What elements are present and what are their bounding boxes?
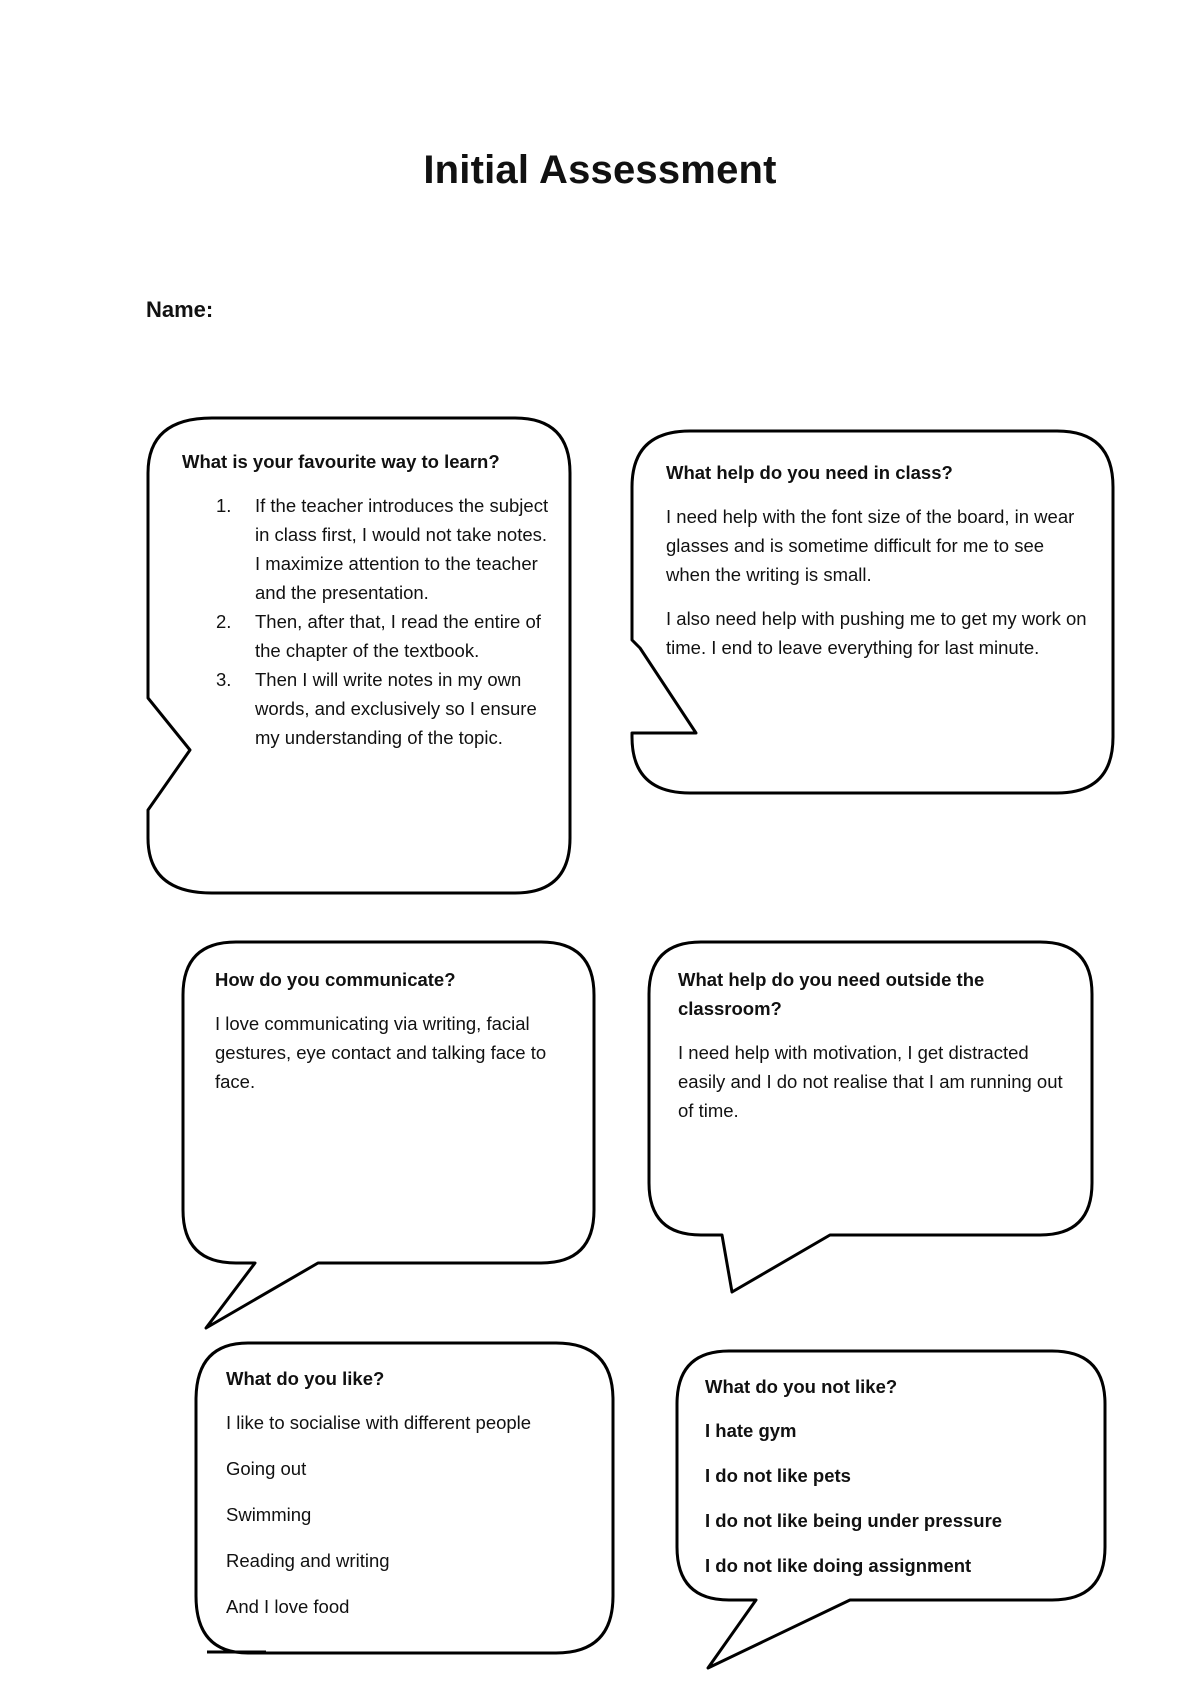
bubble-help-in-class (666, 458, 1091, 677)
question-favourite-way-to-learn: What is your favourite way to learn? (182, 451, 500, 472)
list-item: 1. If the teacher introduces the subject in class first, I would not take notes. I maximize attention to the teacher and the presentation. (216, 495, 549, 603)
answer-paragraph: I need help with motivation, I get distracted easily and I do not realise that I am running out of time. (678, 1042, 1063, 1121)
bubble-likes (226, 1364, 606, 1638)
bubble-favourite-way-to-learn (182, 447, 552, 752)
list-item: I do not like pets (705, 1465, 851, 1486)
name-label: Name: (146, 297, 214, 322)
list-item: I hate gym (705, 1420, 797, 1441)
list-item: Reading and writing (226, 1550, 390, 1571)
question-likes: What do you like? (226, 1368, 385, 1389)
learning-steps-list (182, 491, 552, 752)
list-item: I do not like doing assignment (705, 1555, 972, 1576)
list-item: 2. Then, after that, I read the entire of the chapter of the textbook. (216, 611, 541, 661)
bubble-help-outside-classroom (678, 965, 1078, 1140)
bubble-how-communicate (215, 965, 575, 1111)
question-help-outside-classroom: What help do you need outside the classroom? (678, 969, 985, 1019)
list-item: And I love food (226, 1596, 350, 1617)
question-help-in-class: What help do you need in class? (666, 462, 953, 483)
answer-paragraph: I also need help with pushing me to get my work on time. I end to leave everything for last minute. (666, 608, 1087, 658)
question-dislikes: What do you not like? (705, 1376, 898, 1397)
bubble-dislikes (705, 1372, 1095, 1596)
list-item: Swimming (226, 1504, 312, 1525)
page-title: Initial Assessment (423, 148, 777, 192)
list-item: I like to socialise with different people (226, 1412, 532, 1433)
answer-paragraph: I love communicating via writing, facial gestures, eye contact and talking face to face. (215, 1013, 547, 1092)
list-item: Going out (226, 1458, 307, 1479)
list-item: 3. Then I will write notes in my own words, and exclusively so I ensure my understanding of the topic. (216, 669, 537, 748)
question-how-communicate: How do you communicate? (215, 969, 456, 990)
list-item: I do not like being under pressure (705, 1510, 1003, 1531)
answer-paragraph: I need help with the font size of the board, in wear glasses and is sometime difficult for me to see when the writing is small. (666, 506, 1075, 585)
